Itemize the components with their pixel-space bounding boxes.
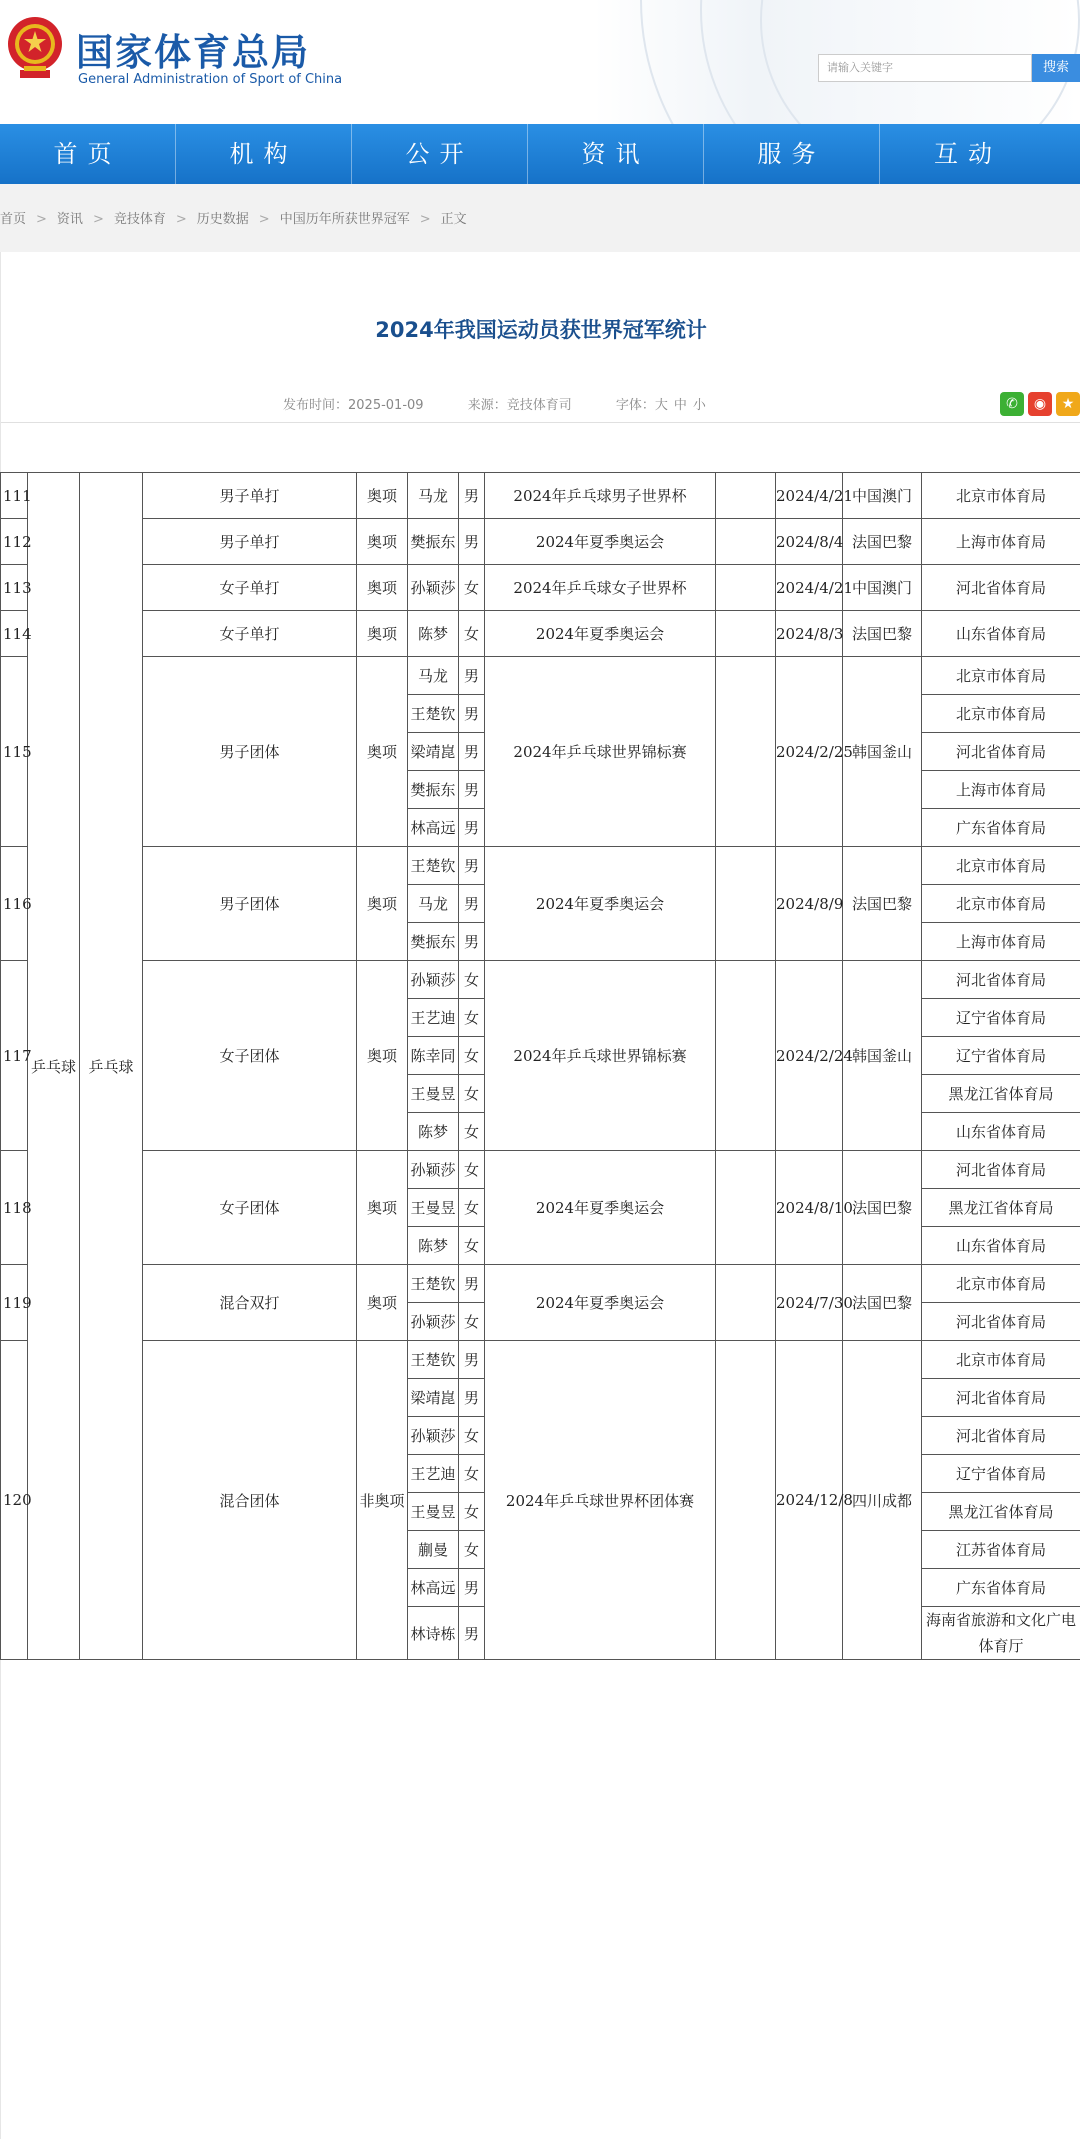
table-row bbox=[1, 1265, 1080, 1303]
table-row bbox=[1, 519, 1080, 565]
article-source: 来源：竞技体育司 bbox=[467, 398, 572, 413]
blank-cell bbox=[716, 961, 776, 1151]
olympic-type-cell: 非奥项 bbox=[357, 1341, 408, 1660]
blank-cell bbox=[716, 565, 776, 611]
row-index-cell: 115 bbox=[1, 657, 28, 847]
competition-cell: 2024年夏季奥运会 bbox=[485, 1151, 716, 1265]
discipline-cell: 乒乓球 bbox=[80, 473, 143, 1660]
event-cell: 女子团体 bbox=[143, 961, 357, 1151]
athlete-name-cell: 樊振东 bbox=[408, 771, 459, 809]
site-name-english: General Administration of Sport of China bbox=[78, 72, 343, 87]
athlete-name-cell: 马龙 bbox=[408, 885, 459, 923]
athlete-name-cell: 林诗栋 bbox=[408, 1607, 459, 1660]
font-size-medium[interactable]: 中 bbox=[673, 398, 687, 413]
nav-item-services[interactable]: 服务 bbox=[704, 124, 880, 184]
athlete-gender-cell: 女 bbox=[459, 565, 485, 611]
venue-cell: 韩国釜山 bbox=[843, 657, 922, 847]
table-row bbox=[1, 657, 1080, 695]
breadcrumb bbox=[0, 208, 467, 227]
athlete-name-cell: 王曼昱 bbox=[408, 1189, 459, 1227]
venue-cell: 法国巴黎 bbox=[843, 519, 922, 565]
date-cell: 2024/8/3 bbox=[776, 611, 843, 657]
affiliation-cell: 上海市体育局 bbox=[922, 519, 1080, 565]
athlete-gender-cell: 男 bbox=[459, 1569, 485, 1607]
athlete-name-cell: 陈梦 bbox=[408, 1113, 459, 1151]
olympic-type-cell: 奥项 bbox=[357, 657, 408, 847]
competition-cell: 2024年乒乓球男子世界杯 bbox=[485, 473, 716, 519]
competition-cell: 2024年乒乓球世界锦标赛 bbox=[485, 961, 716, 1151]
venue-cell: 法国巴黎 bbox=[843, 1151, 922, 1265]
affiliation-cell: 江苏省体育局 bbox=[922, 1531, 1080, 1569]
breadcrumb-bar bbox=[0, 184, 1080, 252]
competition-cell: 2024年夏季奥运会 bbox=[485, 519, 716, 565]
table-row bbox=[1, 961, 1080, 999]
affiliation-cell: 北京市体育局 bbox=[922, 1265, 1080, 1303]
date-cell: 2024/8/10 bbox=[776, 1151, 843, 1265]
nav-item-news[interactable]: 资讯 bbox=[528, 124, 704, 184]
athlete-name-cell: 陈幸同 bbox=[408, 1037, 459, 1075]
affiliation-cell: 北京市体育局 bbox=[922, 657, 1080, 695]
affiliation-cell: 辽宁省体育局 bbox=[922, 999, 1080, 1037]
font-size-large[interactable]: 大 bbox=[654, 398, 668, 413]
breadcrumb-world-champions[interactable]: 中国历年所获世界冠军 bbox=[279, 212, 410, 227]
affiliation-cell: 广东省体育局 bbox=[922, 809, 1080, 847]
nav-item-interaction[interactable]: 互动 bbox=[934, 140, 1002, 168]
athlete-name-cell: 马龙 bbox=[408, 657, 459, 695]
athlete-name-cell: 蒯曼 bbox=[408, 1531, 459, 1569]
affiliation-cell: 辽宁省体育局 bbox=[922, 1037, 1080, 1075]
date-cell: 2024/2/25 bbox=[776, 657, 843, 847]
athlete-name-cell: 孙颖莎 bbox=[408, 1303, 459, 1341]
date-cell: 2024/4/21 bbox=[776, 473, 843, 519]
affiliation-cell: 上海市体育局 bbox=[922, 923, 1080, 961]
row-index-cell: 120 bbox=[1, 1341, 28, 1660]
blank-cell bbox=[716, 519, 776, 565]
competition-cell: 2024年乒乓球世界杯团体赛 bbox=[485, 1341, 716, 1660]
athlete-gender-cell: 女 bbox=[459, 1075, 485, 1113]
competition-cell: 2024年夏季奥运会 bbox=[485, 847, 716, 961]
athlete-name-cell: 孙颖莎 bbox=[408, 1151, 459, 1189]
athlete-name-cell: 林高远 bbox=[408, 1569, 459, 1607]
athlete-name-cell: 王艺迪 bbox=[408, 999, 459, 1037]
blank-cell bbox=[716, 1151, 776, 1265]
venue-cell: 法国巴黎 bbox=[843, 847, 922, 961]
event-cell: 女子团体 bbox=[143, 1151, 357, 1265]
athlete-name-cell: 王楚钦 bbox=[408, 847, 459, 885]
breadcrumb-separator: > bbox=[92, 212, 104, 227]
search-input[interactable]: 请输入关键字 bbox=[818, 54, 1032, 82]
event-cell: 混合团体 bbox=[143, 1341, 357, 1660]
affiliation-cell: 河北省体育局 bbox=[922, 733, 1080, 771]
athlete-name-cell: 孙颖莎 bbox=[408, 565, 459, 611]
main-nav bbox=[0, 124, 1080, 184]
event-cell: 男子单打 bbox=[143, 473, 357, 519]
row-index-cell: 119 bbox=[1, 1265, 28, 1341]
event-cell: 男子单打 bbox=[143, 519, 357, 565]
breadcrumb-current: 正文 bbox=[440, 212, 467, 227]
event-cell: 混合双打 bbox=[143, 1265, 357, 1341]
event-cell: 男子团体 bbox=[143, 657, 357, 847]
nav-item-public[interactable]: 公开 bbox=[352, 124, 528, 184]
athlete-gender-cell: 女 bbox=[459, 1037, 485, 1075]
blank-cell bbox=[716, 611, 776, 657]
athlete-name-cell: 樊振东 bbox=[408, 923, 459, 961]
breadcrumb-home[interactable]: 首页 bbox=[0, 212, 27, 227]
olympic-type-cell: 奥项 bbox=[357, 611, 408, 657]
olympic-type-cell: 奥项 bbox=[357, 473, 408, 519]
competition-cell: 2024年夏季奥运会 bbox=[485, 611, 716, 657]
affiliation-cell: 北京市体育局 bbox=[922, 847, 1080, 885]
affiliation-cell: 河北省体育局 bbox=[922, 1151, 1080, 1189]
affiliation-cell: 上海市体育局 bbox=[922, 771, 1080, 809]
affiliation-cell: 北京市体育局 bbox=[922, 695, 1080, 733]
favorite-icon[interactable]: ★ bbox=[1056, 392, 1080, 416]
athlete-name-cell: 王艺迪 bbox=[408, 1455, 459, 1493]
event-cell: 男子团体 bbox=[143, 847, 357, 961]
olympic-type-cell: 奥项 bbox=[357, 565, 408, 611]
affiliation-cell: 黑龙江省体育局 bbox=[922, 1075, 1080, 1113]
competition-cell: 2024年夏季奥运会 bbox=[485, 1265, 716, 1341]
affiliation-cell: 河北省体育局 bbox=[922, 1417, 1080, 1455]
divider bbox=[1, 422, 1080, 423]
athlete-gender-cell: 男 bbox=[459, 695, 485, 733]
site-name[interactable]: 国家体育总局 bbox=[76, 31, 310, 74]
athlete-gender-cell: 男 bbox=[459, 1379, 485, 1417]
athlete-name-cell: 陈梦 bbox=[408, 1227, 459, 1265]
date-cell: 2024/7/30 bbox=[776, 1265, 843, 1341]
article-meta bbox=[283, 394, 746, 413]
athlete-gender-cell: 女 bbox=[459, 1531, 485, 1569]
row-index-cell: 112 bbox=[1, 519, 28, 565]
athlete-gender-cell: 男 bbox=[459, 771, 485, 809]
champions-table-wrapper bbox=[0, 472, 1080, 2076]
blank-cell bbox=[716, 657, 776, 847]
affiliation-cell: 海南省旅游和文化广电体育厅 bbox=[922, 1607, 1080, 1660]
athlete-name-cell: 王曼昱 bbox=[408, 1075, 459, 1113]
table-row bbox=[1, 565, 1080, 611]
athlete-gender-cell: 男 bbox=[459, 885, 485, 923]
athlete-gender-cell: 男 bbox=[459, 473, 485, 519]
blank-cell bbox=[716, 1265, 776, 1341]
venue-cell: 法国巴黎 bbox=[843, 1265, 922, 1341]
site-header bbox=[0, 0, 1080, 124]
venue-cell: 法国巴黎 bbox=[843, 611, 922, 657]
athlete-gender-cell: 女 bbox=[459, 1151, 485, 1189]
blank-cell bbox=[716, 1341, 776, 1660]
table-row bbox=[1, 847, 1080, 885]
athlete-gender-cell: 男 bbox=[459, 923, 485, 961]
affiliation-cell: 山东省体育局 bbox=[922, 1227, 1080, 1265]
font-size-small[interactable]: 小 bbox=[692, 398, 706, 413]
affiliation-cell: 北京市体育局 bbox=[922, 885, 1080, 923]
venue-cell: 中国澳门 bbox=[843, 473, 922, 519]
table-row bbox=[1, 1341, 1080, 1379]
athlete-gender-cell: 女 bbox=[459, 1227, 485, 1265]
table-row bbox=[1, 1151, 1080, 1189]
row-index-cell: 117 bbox=[1, 961, 28, 1151]
olympic-type-cell: 奥项 bbox=[357, 519, 408, 565]
athlete-gender-cell: 女 bbox=[459, 1493, 485, 1531]
nav-item-organization[interactable]: 机构 bbox=[176, 124, 352, 184]
row-index-cell: 113 bbox=[1, 565, 28, 611]
athlete-gender-cell: 男 bbox=[459, 519, 485, 565]
blank-cell bbox=[716, 473, 776, 519]
athlete-name-cell: 孙颖莎 bbox=[408, 1417, 459, 1455]
affiliation-cell: 辽宁省体育局 bbox=[922, 1455, 1080, 1493]
table-row bbox=[1, 611, 1080, 657]
article-title: 2024年我国运动员获世界冠军统计 bbox=[375, 318, 707, 342]
row-index-cell: 114 bbox=[1, 611, 28, 657]
athlete-gender-cell: 女 bbox=[459, 999, 485, 1037]
athlete-name-cell: 梁靖崑 bbox=[408, 1379, 459, 1417]
date-cell: 2024/2/24 bbox=[776, 961, 843, 1151]
athlete-gender-cell: 男 bbox=[459, 733, 485, 771]
athlete-name-cell: 王楚钦 bbox=[408, 1265, 459, 1303]
athlete-gender-cell: 男 bbox=[459, 809, 485, 847]
athlete-name-cell: 樊振东 bbox=[408, 519, 459, 565]
athlete-name-cell: 王楚钦 bbox=[408, 695, 459, 733]
olympic-type-cell: 奥项 bbox=[357, 961, 408, 1151]
athlete-name-cell: 马龙 bbox=[408, 473, 459, 519]
affiliation-cell: 山东省体育局 bbox=[922, 1113, 1080, 1151]
athlete-name-cell: 王曼昱 bbox=[408, 1493, 459, 1531]
athlete-name-cell: 王楚钦 bbox=[408, 1341, 459, 1379]
olympic-type-cell: 奥项 bbox=[357, 847, 408, 961]
olympic-type-cell: 奥项 bbox=[357, 1265, 408, 1341]
olympic-type-cell: 奥项 bbox=[357, 1151, 408, 1265]
athlete-gender-cell: 女 bbox=[459, 961, 485, 999]
champions-table bbox=[0, 472, 1080, 1660]
breadcrumb-competitive-sports[interactable]: 竞技体育 bbox=[113, 212, 166, 227]
nav-item-home[interactable]: 首页 bbox=[0, 124, 176, 184]
venue-cell: 四川成都 bbox=[843, 1341, 922, 1660]
date-cell: 2024/8/4 bbox=[776, 519, 843, 565]
breadcrumb-news[interactable]: 资讯 bbox=[56, 212, 83, 227]
breadcrumb-separator: > bbox=[419, 212, 431, 227]
athlete-gender-cell: 男 bbox=[459, 847, 485, 885]
wechat-icon[interactable]: ✆ bbox=[1000, 392, 1024, 416]
publish-date: 发布时间：2025-01-09 bbox=[283, 398, 424, 413]
athlete-name-cell: 陈梦 bbox=[408, 611, 459, 657]
affiliation-cell: 黑龙江省体育局 bbox=[922, 1493, 1080, 1531]
athlete-name-cell: 孙颖莎 bbox=[408, 961, 459, 999]
breadcrumb-separator: > bbox=[36, 212, 47, 227]
athlete-gender-cell: 男 bbox=[459, 1607, 485, 1660]
athlete-gender-cell: 女 bbox=[459, 1189, 485, 1227]
affiliation-cell: 广东省体育局 bbox=[922, 1569, 1080, 1607]
table-row bbox=[1, 473, 1080, 519]
athlete-gender-cell: 女 bbox=[459, 1455, 485, 1493]
search-button[interactable]: 搜索 bbox=[1032, 54, 1080, 82]
row-index-cell: 118 bbox=[1, 1151, 28, 1265]
row-index-cell: 116 bbox=[1, 847, 28, 961]
competition-cell: 2024年乒乓球世界锦标赛 bbox=[485, 657, 716, 847]
weibo-icon[interactable]: ◉ bbox=[1028, 392, 1052, 416]
affiliation-cell: 黑龙江省体育局 bbox=[922, 1189, 1080, 1227]
affiliation-cell: 河北省体育局 bbox=[922, 1303, 1080, 1341]
athlete-gender-cell: 女 bbox=[459, 1113, 485, 1151]
athlete-gender-cell: 男 bbox=[459, 1265, 485, 1303]
affiliation-cell: 北京市体育局 bbox=[922, 1341, 1080, 1379]
affiliation-cell: 河北省体育局 bbox=[922, 565, 1080, 611]
affiliation-cell: 北京市体育局 bbox=[922, 473, 1080, 519]
venue-cell: 韩国釜山 bbox=[843, 961, 922, 1151]
breadcrumb-separator: > bbox=[258, 212, 270, 227]
athlete-gender-cell: 女 bbox=[459, 611, 485, 657]
venue-cell: 中国澳门 bbox=[843, 565, 922, 611]
national-emblem-icon[interactable] bbox=[6, 14, 64, 82]
row-index-cell: 111 bbox=[1, 473, 28, 519]
date-cell: 2024/12/8 bbox=[776, 1341, 843, 1660]
font-size-label: 字体： bbox=[615, 398, 655, 413]
blank-cell bbox=[716, 847, 776, 961]
athlete-gender-cell: 女 bbox=[459, 1417, 485, 1455]
athlete-gender-cell: 男 bbox=[459, 657, 485, 695]
athlete-name-cell: 林高远 bbox=[408, 809, 459, 847]
affiliation-cell: 河北省体育局 bbox=[922, 961, 1080, 999]
event-cell: 女子单打 bbox=[143, 611, 357, 657]
date-cell: 2024/8/9 bbox=[776, 847, 843, 961]
date-cell: 2024/4/21 bbox=[776, 565, 843, 611]
breadcrumb-separator: > bbox=[175, 212, 187, 227]
affiliation-cell: 山东省体育局 bbox=[922, 611, 1080, 657]
athlete-gender-cell: 男 bbox=[459, 1341, 485, 1379]
sport-cell: 乒乓球 bbox=[28, 473, 80, 1660]
event-cell: 女子单打 bbox=[143, 565, 357, 611]
competition-cell: 2024年乒乓球女子世界杯 bbox=[485, 565, 716, 611]
athlete-name-cell: 梁靖崑 bbox=[408, 733, 459, 771]
athlete-gender-cell: 女 bbox=[459, 1303, 485, 1341]
breadcrumb-history-data[interactable]: 历史数据 bbox=[196, 212, 249, 227]
affiliation-cell: 河北省体育局 bbox=[922, 1379, 1080, 1417]
